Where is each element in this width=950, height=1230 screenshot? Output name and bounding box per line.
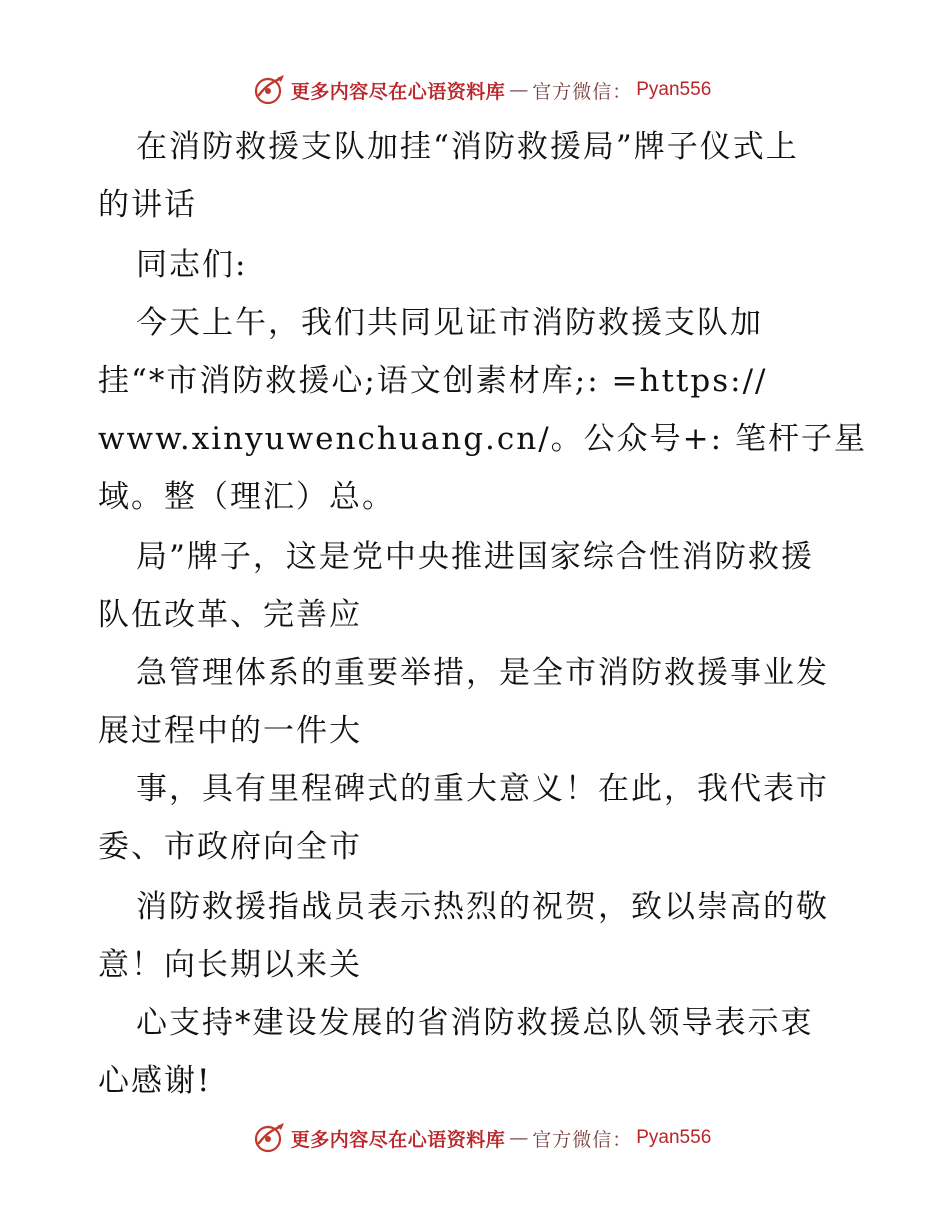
paragraph-line: 急管理体系的重要举措，是全市消防救援事业发 — [136, 655, 829, 691]
pen-logo-icon — [253, 73, 287, 107]
banner-wechat-label: 官方微信： — [532, 80, 633, 103]
paragraph-line: www.xinyuwenchuang.cn/。公众号+: 笔杆子星 — [98, 421, 867, 457]
paragraph-line: 今天上午，我们共同见证市消防救援支队加 — [136, 305, 763, 341]
salutation: 同志们: — [136, 247, 248, 283]
paragraph-line: 意！向长期以来关 — [98, 947, 362, 983]
banner-content — [253, 73, 712, 107]
banner-text: 更多内容尽在心语资料库 — [290, 1128, 506, 1151]
banner-wechat-id: Pyan556 — [636, 79, 712, 100]
footer-watermark-banner — [0, 1118, 950, 1158]
paragraph-line: 挂“*市消防救援心;语文创素材库;: =https:// — [98, 363, 768, 399]
paragraph-line: 心感谢! — [98, 1063, 212, 1099]
banner-text: 更多内容尽在心语资料库 — [290, 80, 506, 103]
paragraph-line: 事，具有里程碑式的重大意义！在此，我代表市 — [136, 771, 829, 807]
banner-wechat-id: Pyan556 — [636, 1127, 712, 1148]
paragraph-line: 局”牌子，这是党中央推进国家综合性消防救援 — [136, 539, 814, 575]
paragraph-line: 心支持*建设发展的省消防救援总队领导表示衷 — [136, 1005, 814, 1041]
paragraph-line: 消防救援指战员表示热烈的祝贺，致以崇高的敬 — [136, 889, 829, 925]
banner-wechat-label: 官方微信： — [532, 1128, 633, 1151]
title-line-2: 的讲话 — [98, 187, 197, 223]
banner-content — [253, 1121, 712, 1155]
banner-separator: — — [509, 1127, 529, 1149]
paragraph-line: 委、市政府向全市 — [98, 829, 362, 865]
pen-logo-icon — [253, 1121, 287, 1155]
paragraph-line: 队伍改革、完善应 — [98, 597, 362, 633]
paragraph-line: 展过程中的一件大 — [98, 713, 362, 749]
paragraph-line: 域。整（理汇）总。 — [98, 479, 395, 515]
banner-separator: — — [509, 79, 529, 101]
header-watermark-banner — [0, 70, 950, 110]
title-line-1: 在消防救援支队加挂“消防救援局”牌子仪式上 — [136, 129, 799, 165]
